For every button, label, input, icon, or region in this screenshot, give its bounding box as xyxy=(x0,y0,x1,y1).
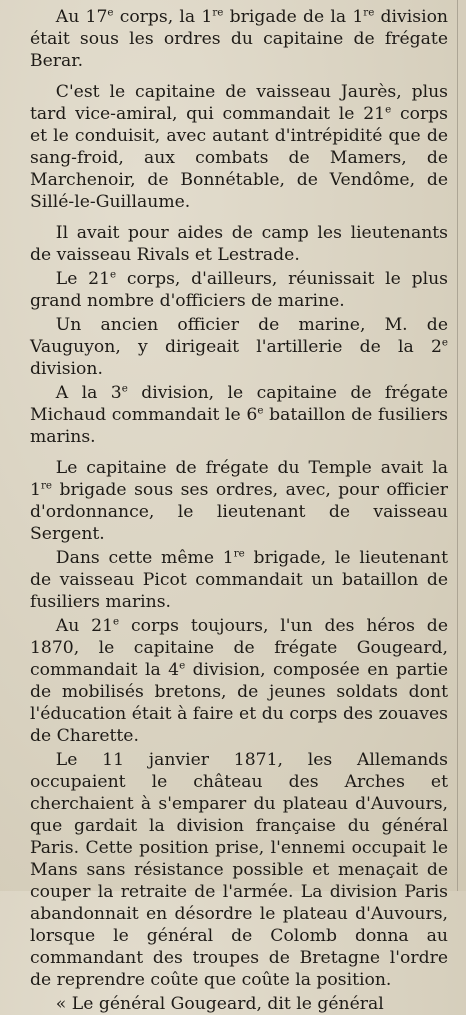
text-run: brigade sous ses ordres, avec, pour officier d'ordonnance, le lieutenant de vaisseau Sergent. xyxy=(30,480,448,544)
paragraph-quote-start xyxy=(30,993,448,1015)
ordinal-suffix: re xyxy=(363,6,375,19)
ordinal-suffix: e xyxy=(121,382,128,395)
paragraph-21e-corps-officiers xyxy=(30,268,448,312)
text-run: « Le général Gougeard, dit le général xyxy=(55,994,384,1014)
text-run: A la 3 xyxy=(55,383,122,403)
text-run: corps, la 1 xyxy=(113,7,213,27)
paragraph-11-janvier-1871 xyxy=(30,749,448,991)
paragraph-jaures xyxy=(30,81,448,213)
ordinal-suffix: re xyxy=(233,547,245,560)
text-run: division, le capitaine de frégate Michaud commandait le 6 xyxy=(30,383,448,425)
text-run: Il avait pour aides de camp les lieutenants de vaisseau Rivals et Lestrade. xyxy=(30,223,448,265)
text-run: bataillon de fusiliers marins. xyxy=(30,405,448,447)
paragraph-gougeard xyxy=(30,615,448,747)
text-run: Au 17 xyxy=(55,7,108,27)
paragraph-picot xyxy=(30,547,448,613)
ordinal-suffix: re xyxy=(40,479,52,492)
text-run: Le capitaine de frégate du Temple avait la 1 xyxy=(30,458,448,500)
paragraph-michaud xyxy=(30,382,448,448)
ordinal-suffix: e xyxy=(107,6,114,19)
text-run: brigade de la 1 xyxy=(223,7,364,27)
text-run: Un ancien officier de marine, M. de Vauguyon, y dirigeait l'artillerie de la 2 xyxy=(30,315,448,357)
ordinal-suffix: e xyxy=(385,103,392,116)
ordinal-suffix: e xyxy=(441,336,448,349)
paragraph-aides-de-camp xyxy=(30,222,448,266)
column-rule xyxy=(457,0,458,891)
text-run: corps, d'ailleurs, réunissait le plus grand nombre d'officiers de marine. xyxy=(30,269,448,311)
paragraph-vauguyon xyxy=(30,314,448,380)
paragraph-17e-corps xyxy=(30,6,448,72)
text-run: division. xyxy=(30,359,103,379)
paragraph-du-temple xyxy=(30,457,448,545)
text-run: C'est le capitaine de vaisseau Jaurès, plus tard vice-amiral, qui commandait le 21 xyxy=(30,82,448,124)
text-run: Au 21 xyxy=(55,616,114,636)
ordinal-suffix: e xyxy=(110,268,117,281)
ordinal-suffix: e xyxy=(113,615,120,628)
text-run: corps et le conduisit, avec autant d'intrépidité que de sang-froid, aux combats de Mamers, de Marchenoir, de Bonnétable, de Vendôme, de Sillé-le-Guillaume. xyxy=(30,104,448,212)
text-run: Dans cette même 1 xyxy=(55,548,234,568)
text-run: division, composée en partie de mobilisés bretons, de jeunes soldats dont l'éducation était à faire et du corps des zouaves de Charette. xyxy=(30,660,448,746)
text-run: Le 21 xyxy=(55,269,111,289)
text-run: brigade, le lieutenant de vaisseau Picot commandait un bataillon de fusiliers marins. xyxy=(30,548,448,612)
ordinal-suffix: e xyxy=(257,404,264,417)
text-run: Le 11 janvier 1871, les Allemands occupaient le château des Arches et cherchaient à s'emparer du plateau d'Auvours, que gardait la division française du général Paris. Cette position prise, l'ennemi occupait le Mans sans résistance possible et menaçait de couper la retraite de l'armée. La division Paris abandonnait en désordre le plateau d'Auvours, lorsque le général de Colomb donna au commandant des troupes de Bretagne l'ordre de reprendre coûte que coûte la position. xyxy=(30,750,448,990)
text-run: corps toujours, l'un des héros de 1870, le capitaine de frégate Gougeard, commandait la 4 xyxy=(30,616,448,680)
ordinal-suffix: e xyxy=(179,659,186,672)
text-run: division était sous les ordres du capitaine de frégate Berar. xyxy=(30,7,448,71)
ordinal-suffix: re xyxy=(212,6,224,19)
